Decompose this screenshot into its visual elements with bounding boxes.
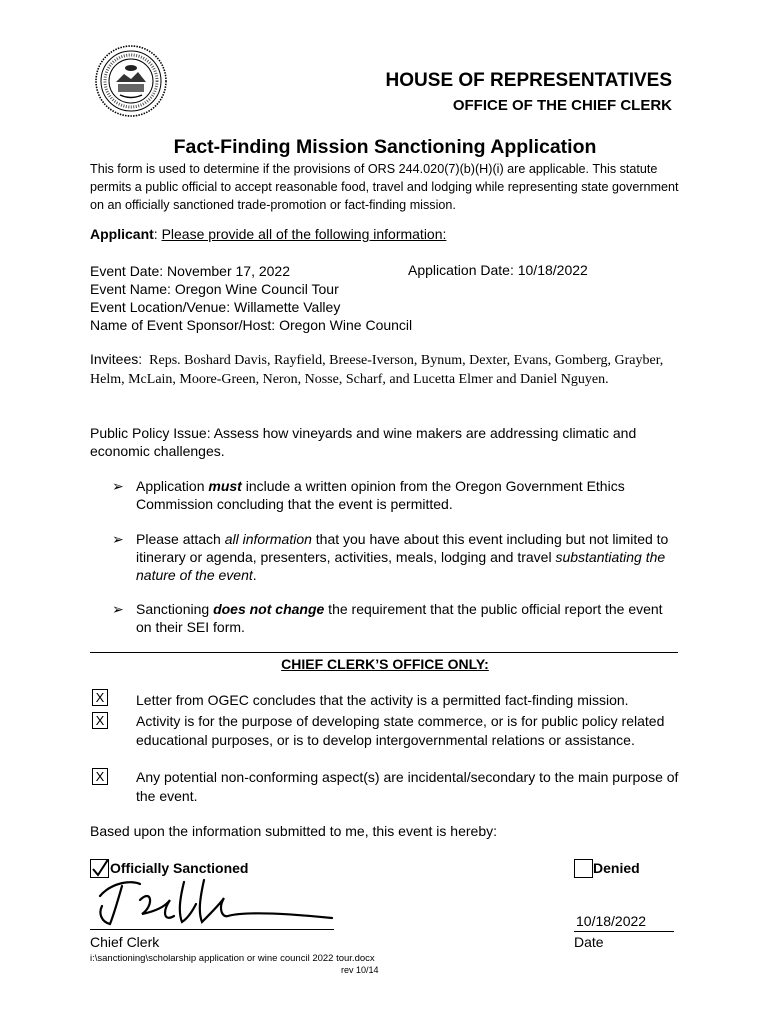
applicant-label: Applicant xyxy=(90,226,154,242)
section-divider xyxy=(90,652,678,653)
arrow-bullet-icon: ➢ xyxy=(112,601,124,617)
bullet-emphasis: substantiating the nature of the event xyxy=(136,549,666,583)
bullet-text: . xyxy=(252,567,257,583)
bullet-text: Application xyxy=(136,478,209,494)
chief-clerk-label: Chief Clerk xyxy=(90,934,160,950)
event-fields xyxy=(90,262,412,334)
event-date-field: Event Date: November 17, 2022 xyxy=(90,263,291,279)
intro-paragraph: This form is used to determine if the provisions of ORS 244.020(7)(b)(H)(i) are applicable. This statute permits a public official to accept reasonable food, travel and lodging while representing state government on an officially sanctioned trade-promotion or fact-finding mission. xyxy=(90,162,679,212)
bullet-emphasis: must xyxy=(208,478,242,494)
bullet-text: include a written opinion from the Oregon Government Ethics Commission concluding that the event is permitted. xyxy=(136,478,625,512)
application-date-field: Application Date: 10/18/2022 xyxy=(408,262,588,278)
invitees-names: Reps. Boshard Davis, Rayfield, Breese-Iverson, Bynum, Dexter, Evans, Gomberg, Grayber, Helm, McLain, Moore-Green, Neron, Nosse, Scharf, and Lucetta Elmer and Daniel Nguyen. xyxy=(90,353,664,387)
event-name-field: Event Name: Oregon Wine Council Tour xyxy=(90,281,339,297)
invitees-label: Invitees: xyxy=(90,351,143,367)
event-sponsor-field: Name of Event Sponsor/Host: Oregon Wine Council xyxy=(90,317,413,333)
bullet-text: Please attach xyxy=(136,531,225,547)
applicant-instruction: Please provide all of the following information: xyxy=(161,226,447,242)
bullet-attach xyxy=(112,530,682,584)
sanctioned-label: Officially Sanctioned xyxy=(110,860,249,876)
bullet-text: that you have about this event including but not limited to itinerary or agenda, presenters, activities, meals, lodging and travel xyxy=(136,531,669,565)
bullet-opinion xyxy=(112,477,682,513)
incidental-check-label: Any potential non-conforming aspect(s) are incidental/secondary to the main purpose of the event. xyxy=(136,769,679,804)
incidental-checkbox[interactable]: X xyxy=(92,768,108,785)
footer-revision: rev 10/14 xyxy=(341,965,379,975)
determination-intro: Based upon the information submitted to me, this event is hereby: xyxy=(90,823,498,839)
document-title: Fact-Finding Mission Sanctioning Application xyxy=(173,136,597,158)
event-location-field: Event Location/Venue: Willamette Valley xyxy=(90,299,341,315)
sanctioned-checkbox[interactable] xyxy=(90,859,109,878)
checkmark-icon xyxy=(91,860,108,877)
bullet-text: the requirement that the public official report the event on their SEI form. xyxy=(136,601,663,635)
policy-issue-paragraph: Public Policy Issue: Assess how vineyards and wine makers are addressing climatic and economic challenges. xyxy=(90,425,637,459)
arrow-bullet-icon: ➢ xyxy=(112,478,124,494)
state-seal-logo xyxy=(94,44,168,118)
footer-file-path: i:\sanctioning\scholarship application or wine council 2022 tour.docx xyxy=(90,953,375,964)
signature-date-value: 10/18/2022 xyxy=(576,913,647,929)
purpose-check-label: Activity is for the purpose of developing state commerce, or is for public policy related educational purposes, or is to develop intergovernmental relations or assistance. xyxy=(136,713,665,748)
bullet-sei xyxy=(112,600,682,636)
bullet-text: Sanctioning xyxy=(136,601,214,617)
bullet-emphasis: does not change xyxy=(213,601,325,617)
date-label: Date xyxy=(574,934,604,950)
office-only-heading: CHIEF CLERK’S OFFICE ONLY: xyxy=(281,656,489,672)
applicant-heading: Applicant: Please provide all of the following information: xyxy=(90,226,447,242)
date-line xyxy=(574,931,674,932)
purpose-checkbox[interactable]: X xyxy=(92,712,108,729)
invitees-paragraph xyxy=(90,350,680,389)
header-subtitle: OFFICE OF THE CHIEF CLERK xyxy=(452,97,672,114)
denied-checkbox[interactable] xyxy=(574,859,593,878)
signature-line xyxy=(90,929,334,930)
header-title: HOUSE OF REPRESENTATIVES xyxy=(385,70,672,91)
ogec-check-label: Letter from OGEC concludes that the activity is a permitted fact-finding mission. xyxy=(136,692,629,708)
denied-label: Denied xyxy=(593,860,640,876)
bullet-emphasis: all information xyxy=(224,531,312,547)
ogec-checkbox[interactable]: X xyxy=(92,689,108,706)
arrow-bullet-icon: ➢ xyxy=(112,531,124,547)
